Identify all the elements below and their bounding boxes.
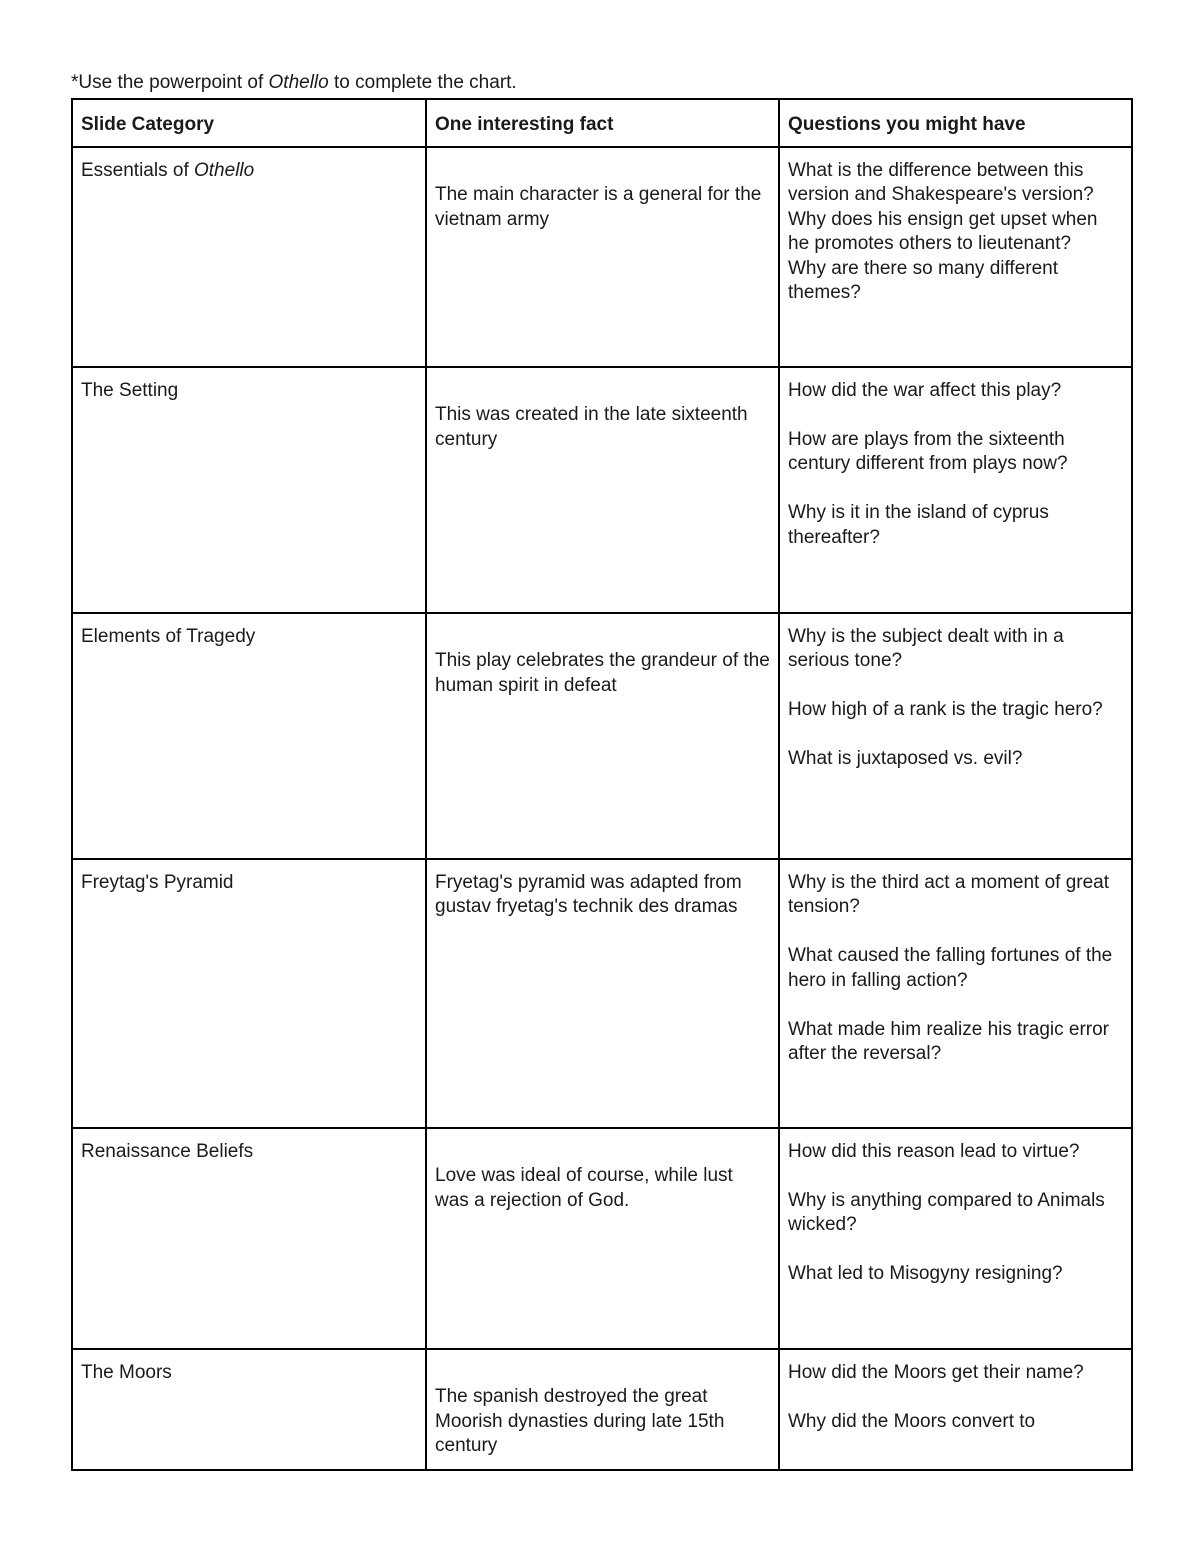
table-row: [72, 1349, 1132, 1470]
questions-cell: [779, 613, 1132, 859]
question: Why did the Moors convert to: [788, 1410, 1036, 1432]
question: What is the difference between this version and Shakespeare's version?: [788, 159, 1094, 205]
category-cell: Elements of Tragedy: [72, 613, 426, 859]
question: How high of a rank is the tragic hero?: [788, 699, 1103, 720]
question: How did this reason lead to virtue?: [788, 1140, 1080, 1162]
header-fact: One interesting fact: [426, 99, 779, 147]
question: What caused the falling fortunes of the hero in falling action?: [788, 945, 1113, 991]
instruction-text: [71, 71, 517, 95]
question: Why is the third act a moment of great tension?: [788, 871, 1110, 917]
question: Why is anything compared to Animals wicked?: [788, 1189, 1105, 1235]
worksheet-table: [71, 98, 1133, 1471]
category-emphasis: Othello: [194, 159, 255, 181]
question: Why are there so many different themes?: [788, 257, 1058, 303]
questions-cell: [779, 147, 1132, 367]
category-cell: Freytag's Pyramid: [72, 859, 426, 1128]
table-row: [72, 147, 1132, 367]
table-row: [72, 859, 1132, 1128]
table-row: [72, 367, 1132, 613]
questions-cell: [779, 1349, 1132, 1470]
table-row: [72, 613, 1132, 859]
header-questions: Questions you might have: [779, 99, 1132, 147]
fact-cell: This was created in the late sixteenth century: [426, 367, 779, 613]
instruction-title: Othello: [268, 72, 329, 93]
question: How did the war affect this play?: [788, 379, 1062, 401]
header-category: Slide Category: [72, 99, 426, 147]
question: Why does his ensign get upset when he promotes others to lieutenant?: [788, 208, 1098, 254]
question: What led to Misogyny resigning?: [788, 1263, 1063, 1284]
question: Why is it in the island of cyprus thereafter?: [788, 502, 1049, 548]
instruction-after: to complete the chart.: [328, 72, 517, 93]
header-row: [72, 99, 1132, 147]
questions-cell: [779, 859, 1132, 1128]
category-cell: The Setting: [72, 367, 426, 613]
question: Why is the subject dealt with in a serious tone?: [788, 625, 1064, 671]
instruction-before: *Use the powerpoint of: [71, 72, 269, 93]
fact-cell: The spanish destroyed the great Moorish dynasties during late 15th century: [426, 1349, 779, 1470]
questions-cell: [779, 1128, 1132, 1349]
category-cell: Essentials of Othello: [72, 147, 426, 367]
fact-cell: Love was ideal of course, while lust was a rejection of God.: [426, 1128, 779, 1349]
fact-cell: The main character is a general for the vietnam army: [426, 147, 779, 367]
category-cell: The Moors: [72, 1349, 426, 1470]
table-row: [72, 1128, 1132, 1349]
question: How did the Moors get their name?: [788, 1361, 1084, 1383]
fact-cell: Fryetag's pyramid was adapted from gustav fryetag's technik des dramas: [426, 859, 779, 1128]
category-cell: Renaissance Beliefs: [72, 1128, 426, 1349]
questions-cell: [779, 367, 1132, 613]
question: What made him realize his tragic error after the reversal?: [788, 1018, 1109, 1064]
question: How are plays from the sixteenth century different from plays now?: [788, 428, 1068, 474]
question: What is juxtaposed vs. evil?: [788, 748, 1023, 769]
fact-cell: This play celebrates the grandeur of the human spirit in defeat: [426, 613, 779, 859]
